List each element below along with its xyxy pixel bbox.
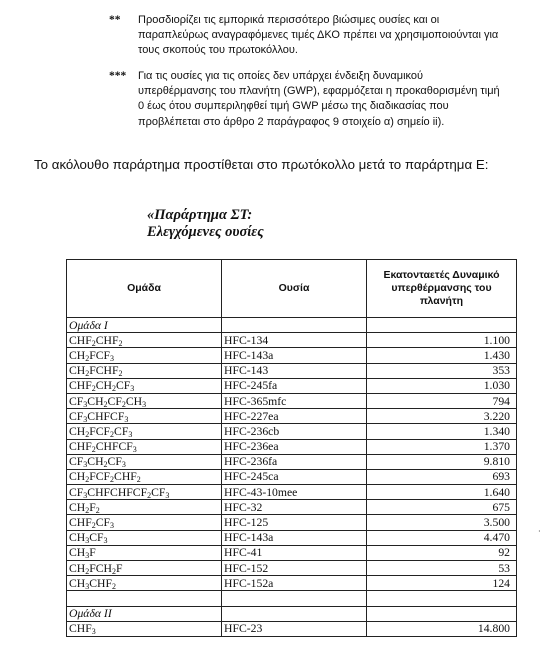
table-header-row [67,260,517,318]
gwp-cell: 53 [367,561,517,576]
substance-cell: HFC-125 [222,515,367,530]
table-row [67,454,517,469]
substance-cell: HFC-143a [222,530,367,545]
table-row [67,576,517,591]
stray-mark: · [538,527,541,536]
substance-cell: HFC-365mfc [222,393,367,408]
group-row [67,606,517,621]
group-label: Ομάδα II [67,606,222,621]
formula-cell: $CHF_2CH_2CF_3$ [67,378,222,393]
substance-cell: HFC-41 [222,545,367,560]
footnote-mark: *** [109,70,127,82]
substance-cell: HFC-152a [222,576,367,591]
formula-cell: $CH_3CHF_2$ [67,576,222,591]
blank-row [67,591,517,606]
formula-cell: $CH_3CF_3$ [67,530,222,545]
formula-cell: $CH_2F_2$ [67,500,222,515]
gwp-cell: 794 [367,393,517,408]
formula-cell: $CHF_2CHFCF_3$ [67,439,222,454]
table-row [67,515,517,530]
formula-cell: $CH_3F$ [67,545,222,560]
table-row [67,439,517,454]
table-row [67,500,517,515]
formula-cell: $CHF_2CHF_2$ [67,333,222,348]
gwp-cell: 3.500 [367,515,517,530]
formula-cell: $CH_2FCH_2F$ [67,561,222,576]
gwp-cell: 1.030 [367,378,517,393]
gwp-cell: 124 [367,576,517,591]
group-row [67,318,517,333]
intro-paragraph: Το ακόλουθο παράρτημα προστίθεται στο πρωτόκολλο μετά το παράρτημα Ε: [34,157,489,172]
table-row [67,561,517,576]
gwp-cell: 92 [367,545,517,560]
substance-cell: HFC-227ea [222,409,367,424]
substance-cell: HFC-236ea [222,439,367,454]
formula-cell: $CH_2FCF_2CHF_2$ [67,469,222,484]
footnote-text: Για τις ουσίες για τις οποίες δεν υπάρχει ένδειξη δυναμικού υπερθέρμανσης του πλανήτη (GWP), εφαρμόζεται η προκαθορισμένη τιμή 0 έως ότου συμπεριληφθεί τιμή GWP μέσω της διαδικασίας που προβλέπεται στο άρθρο 2 παράγραφος 9 στοιχείο α) σημείο ii). [138,70,500,128]
gwp-cell: 1.430 [367,348,517,363]
substance-cell: HFC-245fa [222,378,367,393]
table-row [67,545,517,560]
gwp-cell: 693 [367,469,517,484]
substance-cell: HFC-143 [222,363,367,378]
table-row [67,393,517,408]
substance-cell: HFC-245ca [222,469,367,484]
annex-title-line1: «Παράρτημα ΣΤ: [147,207,253,223]
annex-title-line2: Ελεγχόμενες ουσίες [147,224,264,240]
header-group: Ομάδα [67,260,222,318]
gwp-cell: 675 [367,500,517,515]
table-row [67,469,517,484]
table-row [67,363,517,378]
header-substance: Ουσία [222,260,367,318]
controlled-substances-table [66,259,517,637]
gwp-cell: 1.640 [367,485,517,500]
formula-cell: $CH_2FCF_2CF_3$ [67,424,222,439]
footnote-mark: ** [109,14,121,26]
group-label: Ομάδα I [67,318,222,333]
table-row [67,485,517,500]
gwp-cell: 353 [367,363,517,378]
gwp-cell: 9.810 [367,454,517,469]
gwp-cell: 14.800 [367,621,517,636]
formula-cell: $CF_3CHFCHFCF_2CF_3$ [67,485,222,500]
gwp-cell: 4.470 [367,530,517,545]
formula-cell: $CHF_2CF_3$ [67,515,222,530]
substance-cell: HFC-236cb [222,424,367,439]
annex-title [147,207,264,241]
table-row [67,378,517,393]
table-row [67,348,517,363]
gwp-cell: 3.220 [367,409,517,424]
substance-cell: HFC-152 [222,561,367,576]
formula-cell: $CF_3CHFCF_3$ [67,409,222,424]
gwp-cell: 1.370 [367,439,517,454]
header-gwp: Εκατονταετές Δυναμικό υπερθέρμανσης του πλανήτη [367,260,517,318]
substance-cell: HFC-134 [222,333,367,348]
substance-cell: HFC-43-10mee [222,485,367,500]
substance-cell: HFC-23 [222,621,367,636]
footnote-text: Προσδιορίζει τις εμπορικά περισσότερο βιώσιμες ουσίες και οι παραπλεύρως αναγραφόμενες τιμές ΔΚΟ πρέπει να χρησιμοποιούνται για τους σκοπούς του πρωτοκόλλου. [138,14,499,57]
formula-cell: $CH_2FCHF_2$ [67,363,222,378]
formula-cell: $CH_2FCF_3$ [67,348,222,363]
table-row [67,333,517,348]
gwp-cell: 1.340 [367,424,517,439]
substance-cell: HFC-236fa [222,454,367,469]
table-row [67,424,517,439]
substance-cell: HFC-143a [222,348,367,363]
formula-cell: $CHF_3$ [67,621,222,636]
formula-cell: $CF_3CH_2CF_3$ [67,454,222,469]
table-row [67,409,517,424]
substance-cell: HFC-32 [222,500,367,515]
gwp-cell: 1.100 [367,333,517,348]
table-row [67,530,517,545]
formula-cell: $CF_3CH_2CF_2CH_3$ [67,393,222,408]
table-row [67,621,517,636]
